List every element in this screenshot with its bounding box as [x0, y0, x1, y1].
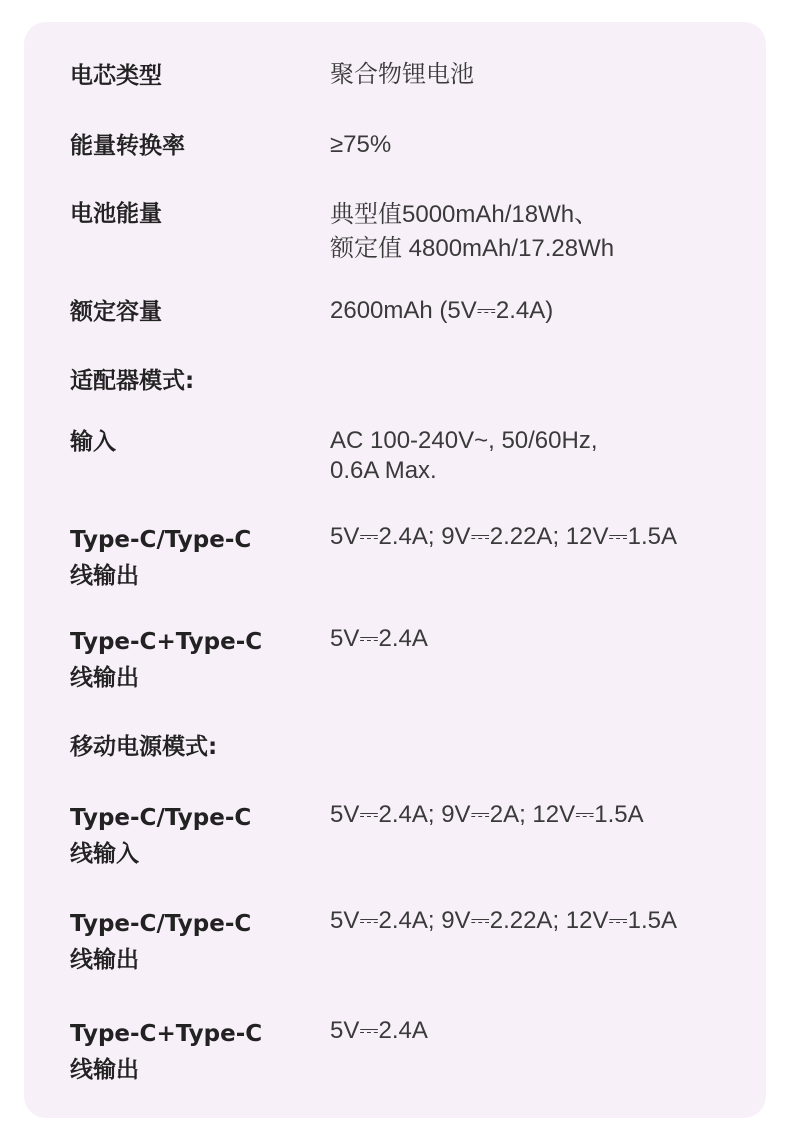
spec-label: Type-C+Type-C 线输出 [70, 1021, 263, 1083]
spec-label: 能量转换率 [70, 133, 185, 159]
spec-value: 5V⎓2.4A [330, 625, 428, 652]
spec-value: 典型值5000mAh/18Wh、 额定值 4800mAh/17.28Wh [330, 201, 615, 262]
spec-label: 额定容量 [70, 299, 162, 325]
spec-label: Type-C+Type-C 线输出 [70, 629, 263, 691]
section-heading: 适配器模式: [70, 368, 195, 394]
spec-value: 聚合物锂电池 [330, 61, 474, 88]
spec-card [24, 22, 766, 1118]
spec-value: 2600mAh (5V⎓2.4A) [330, 297, 554, 324]
spec-label: 电池能量 [70, 201, 162, 227]
spec-label: Type-C/Type-C 线输出 [70, 911, 252, 973]
spec-label: Type-C/Type-C 线输出 [70, 527, 252, 589]
spec-label: Type-C/Type-C 线输入 [70, 805, 252, 867]
spec-label: 电芯类型 [70, 63, 162, 89]
spec-value: 5V⎓2.4A; 9V⎓2.22A; 12V⎓1.5A [330, 523, 678, 550]
spec-value: ≥75% [330, 131, 392, 158]
spec-value: AC 100-240V~, 50/60Hz, 0.6A Max. [330, 427, 598, 484]
section-heading: 移动电源模式: [70, 734, 218, 760]
spec-label: 输入 [70, 429, 116, 455]
spec-value: 5V⎓2.4A; 9V⎓2A; 12V⎓1.5A [330, 801, 644, 828]
spec-value: 5V⎓2.4A; 9V⎓2.22A; 12V⎓1.5A [330, 907, 678, 934]
spec-value: 5V⎓2.4A [330, 1017, 428, 1044]
